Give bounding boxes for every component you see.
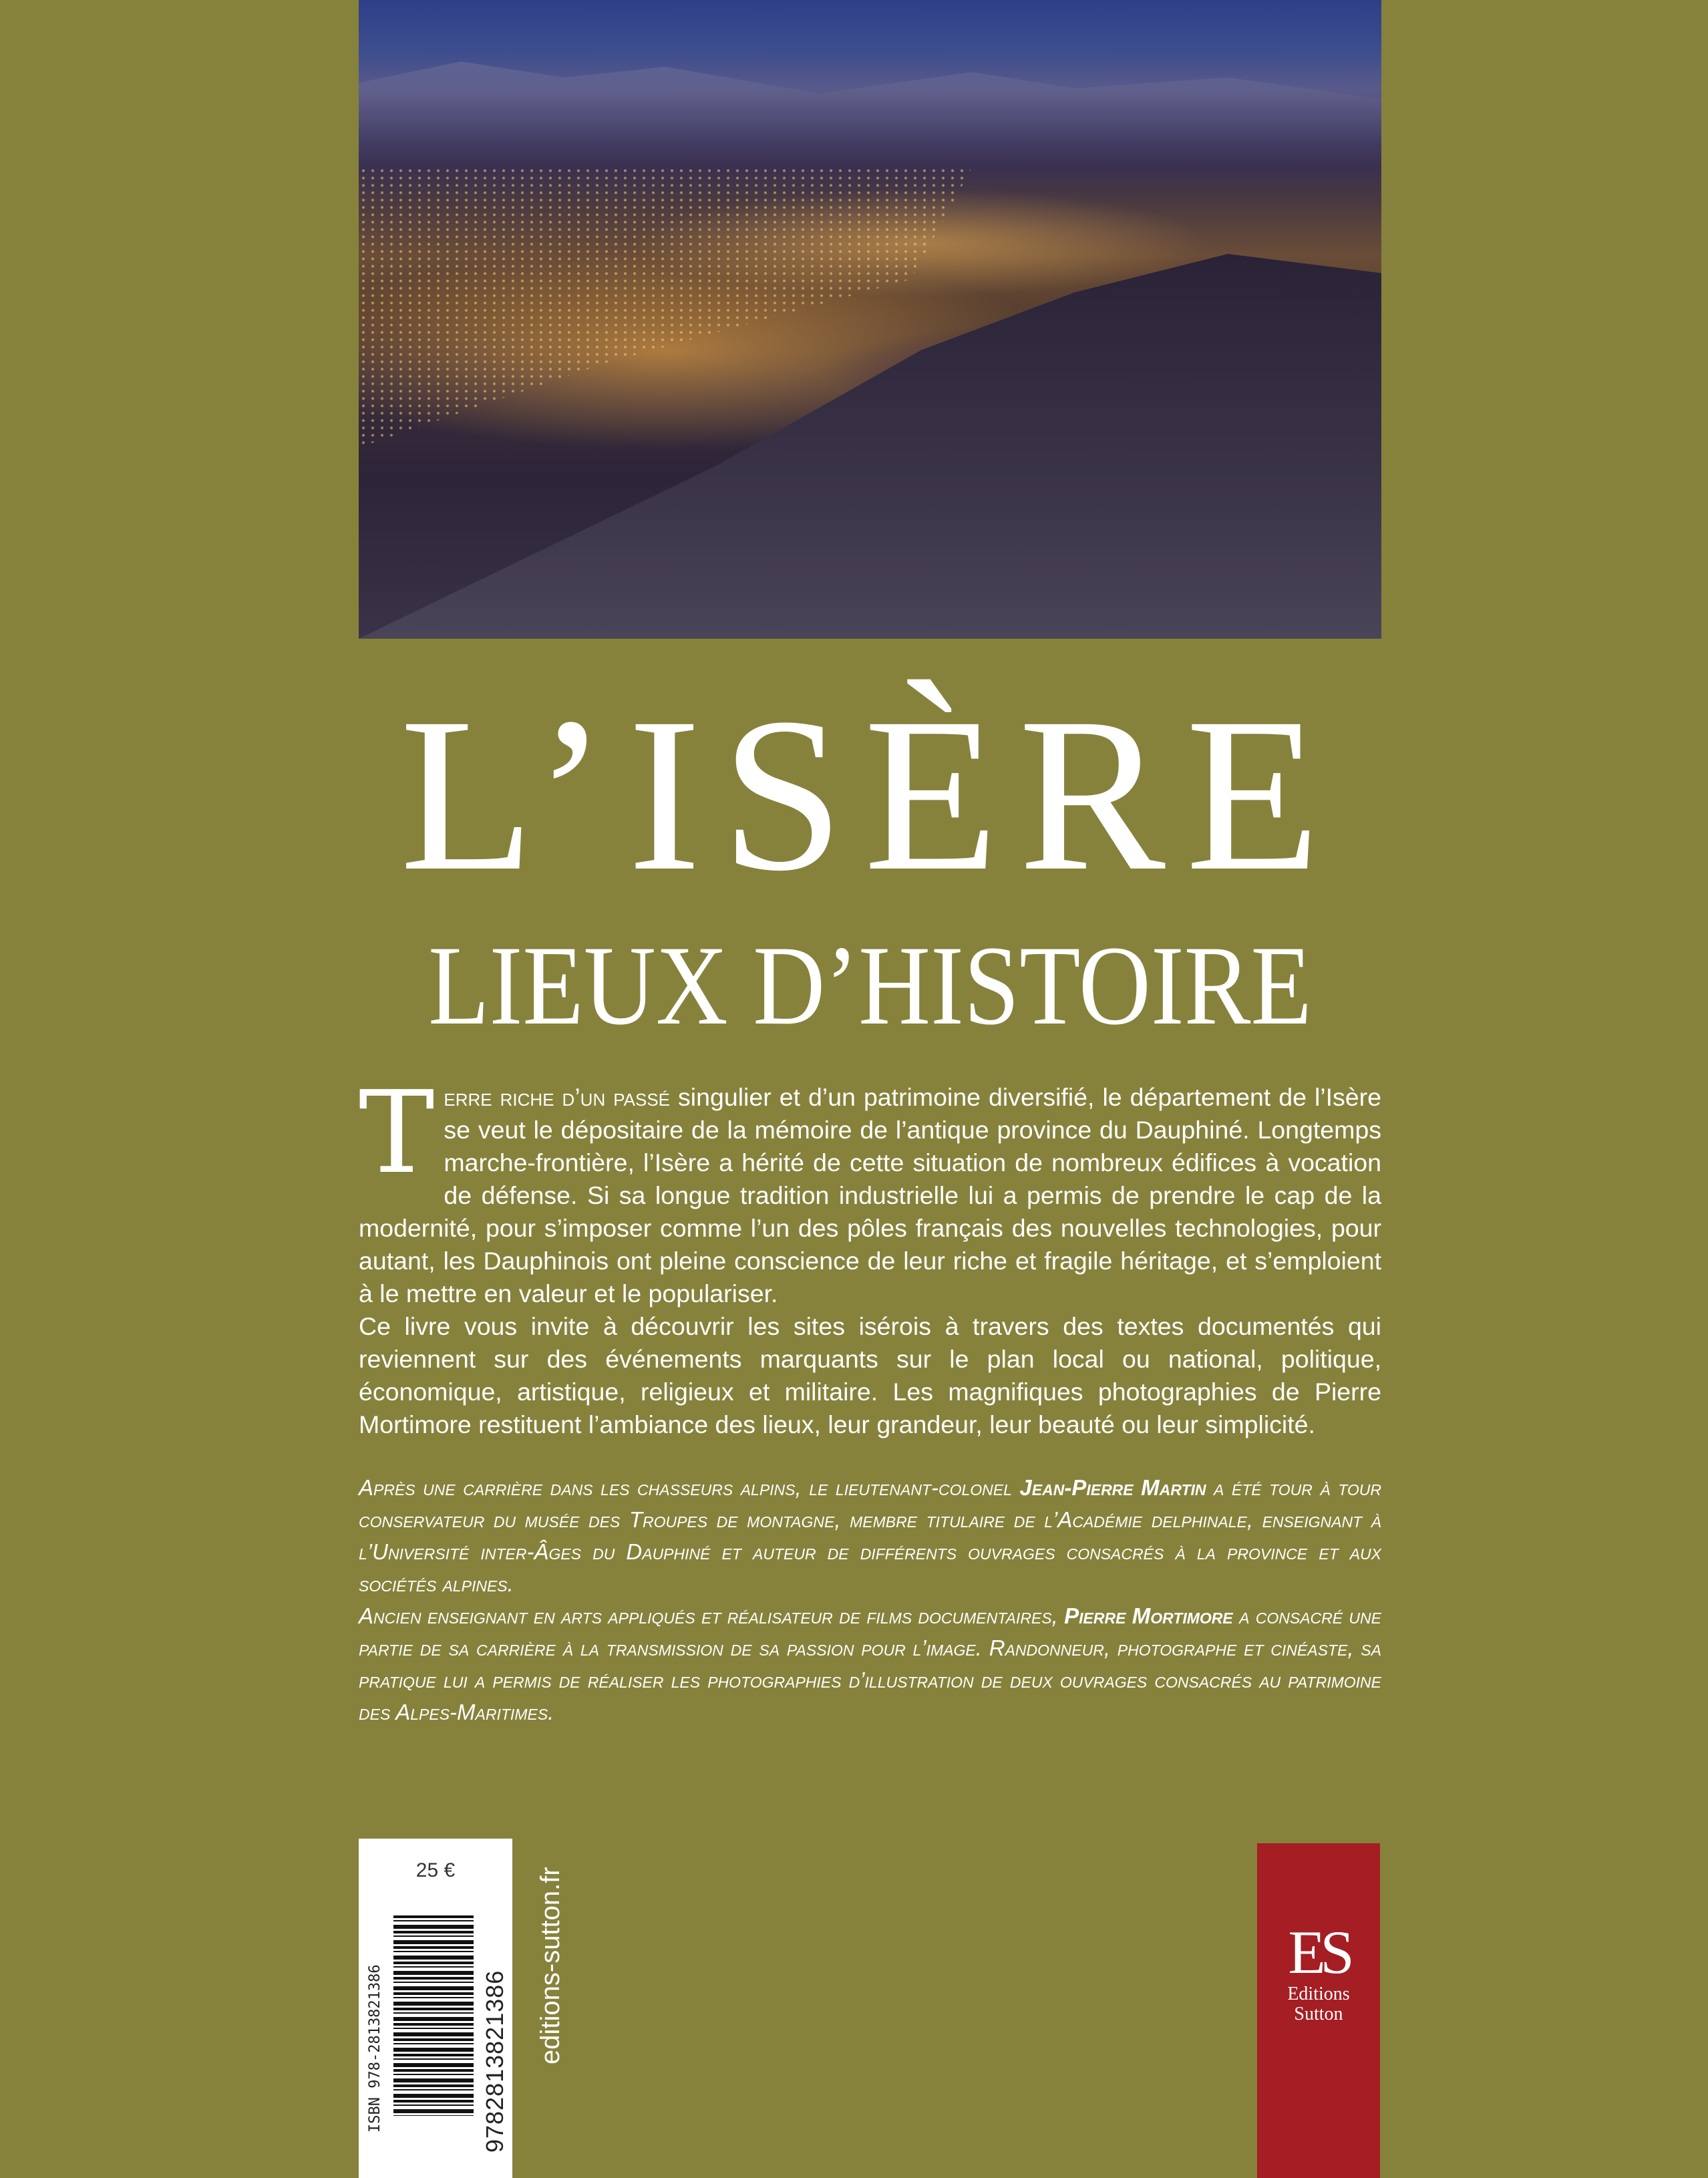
- logo-mark: ES: [1288, 1918, 1349, 1986]
- bio-text: a consacré une partie de sa carrière à la transmission de sa passion pour l’image. Randonneur, photographe et cinéaste, sa pratique lui a permis de réaliser les photographies d’illustration de deux ouvrages consacrés au patrimoine des Alpes-Maritimes.: [359, 1603, 1381, 1724]
- cover-photo-grenoble-night: [359, 0, 1381, 639]
- bio-author-1: [359, 1472, 1381, 1600]
- publisher-website: editions-sutton.fr: [536, 1867, 565, 2064]
- bio-text: a été tour à tour conservateur du musée des Troupes de montagne, membre titulaire de l’Académie delphinale, enseignant à l’Université inter-Âges du Dauphiné et auteur de différents ouvrages consacrés à la province et aux sociétés alpines.: [359, 1475, 1382, 1596]
- book-title: L’ISÈRE: [399, 673, 1341, 917]
- description-paragraph-1: [359, 1067, 1381, 1310]
- lead-in: erre riche d’un passé: [444, 1083, 671, 1111]
- ean-number: 9782813821386: [481, 1970, 508, 2153]
- isbn-label: ISBN 978-2813821386: [367, 1964, 383, 2133]
- description: [359, 1067, 1381, 1441]
- publisher-logo: [1257, 1843, 1380, 2178]
- barcode: [393, 1915, 474, 2116]
- description-paragraph-2: Ce livre vous invite à découvrir les sites isérois à travers des textes documentés qui reviennent sur des événements marquants sur le plan local ou national, politique, économique, artistique, religieux et militaire. Les magnifiques photographies de Pierre Mortimore restituent l’ambiance des lieux, leur grandeur, leur beauté ou leur simplicité.: [359, 1312, 1381, 1438]
- logo-line-2: Sutton: [1294, 2004, 1343, 2024]
- bio-author-2: [359, 1600, 1381, 1728]
- photographer-name: Pierre Mortimore: [1064, 1603, 1233, 1628]
- bio-text: Après une carrière dans les chasseurs alpins, le lieutenant-colonel: [359, 1475, 1020, 1500]
- book-subtitle-wrap: [359, 923, 1381, 1048]
- mountains: [359, 40, 1381, 147]
- price: 25 €: [415, 1859, 456, 1881]
- author-name: Jean-Pierre Martin: [1019, 1475, 1206, 1500]
- author-bios: [359, 1472, 1381, 1728]
- logo-line-1: Editions: [1287, 1984, 1350, 2004]
- paragraph-text: singulier et d’un patrimoine diversifié, le département de l’Isère se veut le dépositaire de la mémoire de l’antique province du Dauphiné. Longtemps marche-frontière, l’Isère a hérité de cette situation de nombreux édifices à vocation de défense. Si sa longue tradition industrielle lui a permis de prendre le cap de la modernité, pour s’imposer comme l’un des pôles français des nouvelles technologies, pour autant, les Dauphinois ont pleine conscience de leur riche et fragile héritage, et s’emploient à le mettre en valeur et le populariser.: [359, 1083, 1381, 1307]
- book-subtitle: LIEUX D’HISTOIRE: [428, 923, 1312, 1048]
- text-column: [359, 1067, 1382, 1728]
- bio-text: Ancien enseignant en arts appliqués et réalisateur de films documentaires,: [359, 1603, 1065, 1628]
- dropcap: T: [359, 1067, 435, 1199]
- barcode-panel: [359, 1839, 512, 2178]
